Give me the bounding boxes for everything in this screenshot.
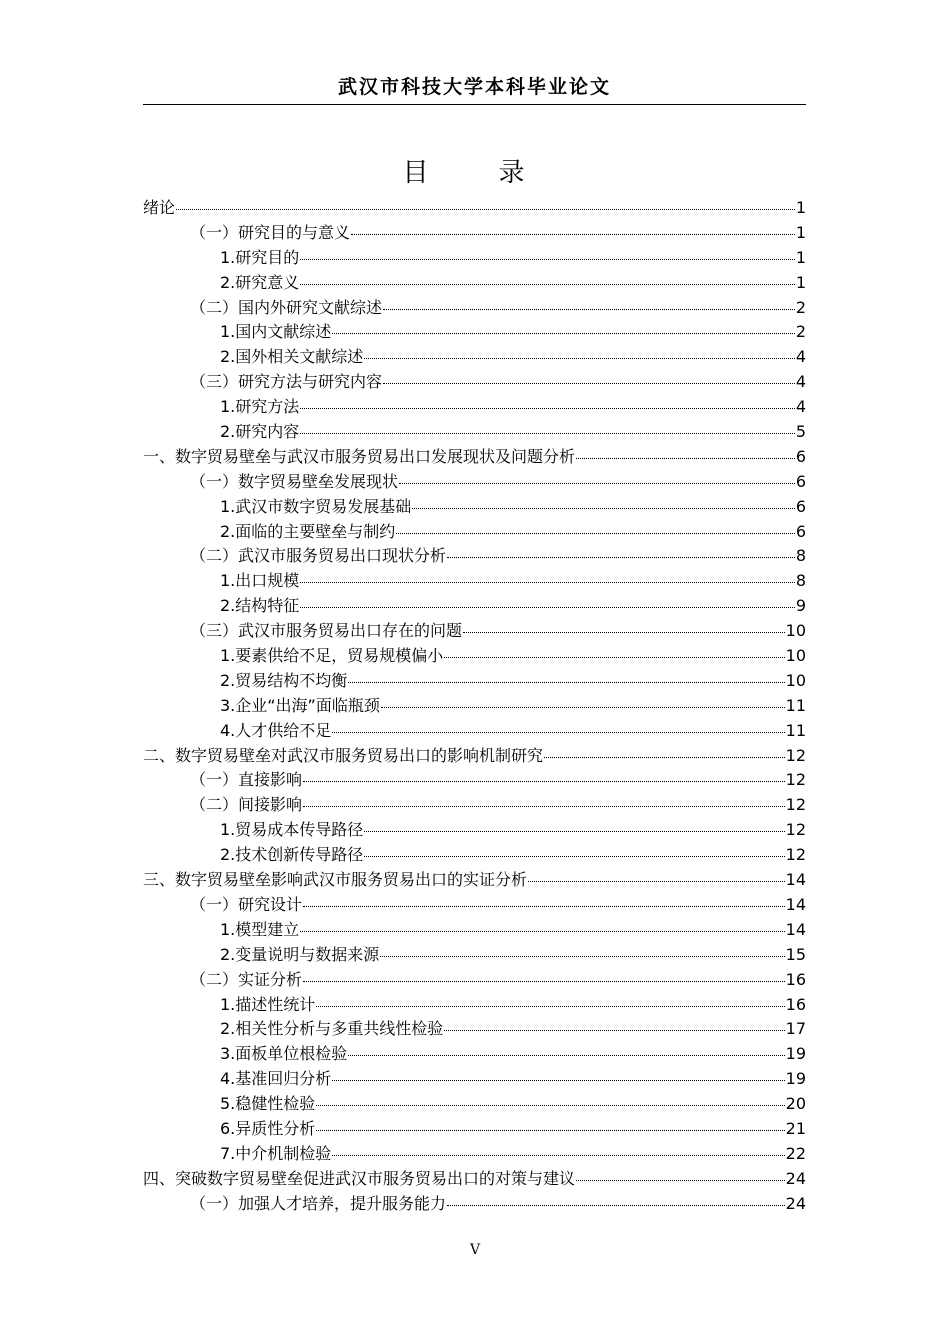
- toc-entry[interactable]: [143, 694, 806, 719]
- toc-entry[interactable]: [143, 445, 806, 470]
- toc-entry-title: （三）研究方法与研究内容: [190, 372, 383, 392]
- toc-dot-leader: [396, 533, 795, 534]
- toc-entry-title: （一）直接影响: [190, 770, 303, 790]
- toc-entry-page: 10: [785, 670, 806, 690]
- toc-entry-page: 6: [795, 471, 806, 491]
- toc-entry-page: 10: [785, 621, 806, 641]
- toc-entry-title: 四、突破数字贸易壁垒促进武汉市服务贸易出口的对策与建议: [143, 1168, 576, 1188]
- toc-entry-page: 1: [795, 272, 806, 292]
- toc-entry-title: 三、数字贸易壁垒影响武汉市服务贸易出口的实证分析: [143, 870, 528, 890]
- toc-entry-title: 2.面临的主要壁垒与制约: [220, 521, 396, 541]
- toc-dot-leader: [364, 358, 795, 359]
- toc-entry-title: 绪论: [143, 198, 176, 217]
- toc-dot-leader: [412, 508, 795, 509]
- toc-dot-leader: [348, 682, 784, 683]
- toc-entry[interactable]: [143, 619, 806, 644]
- toc-dot-leader: [332, 1155, 784, 1156]
- toc-entry-title: 1.武汉市数字贸易发展基础: [220, 496, 412, 516]
- toc-entry-title: （二）武汉市服务贸易出口现状分析: [190, 546, 447, 566]
- table-of-contents: [143, 196, 806, 1217]
- toc-dot-leader: [381, 707, 785, 708]
- toc-entry[interactable]: [143, 271, 806, 296]
- toc-entry-page: 12: [785, 820, 806, 840]
- toc-dot-leader: [303, 981, 785, 982]
- toc-entry-page: 11: [785, 720, 806, 740]
- toc-entry[interactable]: [143, 470, 806, 495]
- toc-entry[interactable]: [143, 1117, 806, 1142]
- toc-entry[interactable]: [143, 1167, 806, 1192]
- toc-entry-title: 2.技术创新传导路径: [220, 845, 364, 865]
- toc-entry[interactable]: [143, 744, 806, 769]
- toc-dot-leader: [399, 483, 795, 484]
- toc-entry-page: 19: [785, 1044, 806, 1064]
- toc-entry[interactable]: [143, 1192, 806, 1217]
- toc-entry-page: 6: [795, 521, 806, 541]
- toc-entry-page: 24: [785, 1168, 806, 1188]
- toc-entry-title: 2.研究意义: [220, 272, 300, 292]
- toc-entry-page: 14: [785, 894, 806, 914]
- toc-entry-title: （二）实证分析: [190, 969, 303, 989]
- toc-entry-page: 21: [785, 1118, 806, 1138]
- toc-dot-leader: [447, 1205, 785, 1206]
- toc-dot-leader: [300, 408, 795, 409]
- toc-entry-page: 14: [785, 870, 806, 890]
- toc-entry-title: 7.中介机制检验: [220, 1143, 332, 1163]
- toc-entry[interactable]: [143, 370, 806, 395]
- toc-entry[interactable]: [143, 644, 806, 669]
- toc-entry[interactable]: [143, 968, 806, 993]
- page-number: V: [469, 1242, 481, 1258]
- toc-dot-leader: [364, 856, 784, 857]
- toc-dot-leader: [351, 234, 795, 235]
- toc-entry-page: 12: [785, 845, 806, 865]
- toc-entry-title: 1.研究目的: [220, 247, 300, 267]
- toc-entry-page: 16: [785, 994, 806, 1014]
- toc-dot-leader: [176, 209, 795, 210]
- toc-entry-title: （一）研究目的与意义: [190, 222, 351, 242]
- toc-entry-page: 8: [795, 546, 806, 566]
- toc-entry-page: 2: [795, 297, 806, 317]
- toc-entry-page: 4: [795, 347, 806, 367]
- toc-dot-leader: [332, 732, 784, 733]
- toc-dot-leader: [303, 906, 785, 907]
- toc-entry[interactable]: [143, 843, 806, 868]
- toc-entry[interactable]: [143, 669, 806, 694]
- toc-entry[interactable]: [143, 1067, 806, 1092]
- toc-entry-title: （二）国内外研究文献综述: [190, 297, 383, 317]
- toc-entry-page: 12: [785, 745, 806, 765]
- toc-entry-title: 1.贸易成本传导路径: [220, 820, 364, 840]
- toc-entry-page: 4: [795, 397, 806, 417]
- toc-entry-title: 3.面板单位根检验: [220, 1044, 348, 1064]
- toc-dot-leader: [303, 806, 785, 807]
- toc-entry-title: 2.相关性分析与多重共线性检验: [220, 1019, 444, 1039]
- toc-entry[interactable]: [143, 520, 806, 545]
- toc-entry-title: 5.稳健性检验: [220, 1094, 316, 1114]
- toc-entry-title: 2.结构特征: [220, 596, 300, 616]
- toc-entry[interactable]: [143, 495, 806, 520]
- toc-dot-leader: [300, 582, 795, 583]
- toc-dot-leader: [444, 657, 784, 658]
- toc-entry[interactable]: [143, 943, 806, 968]
- toc-entry[interactable]: [143, 296, 806, 321]
- toc-entry-page: 6: [795, 496, 806, 516]
- toc-entry[interactable]: [143, 1092, 806, 1117]
- toc-entry[interactable]: [143, 345, 806, 370]
- toc-entry[interactable]: [143, 918, 806, 943]
- toc-entry-page: 24: [785, 1193, 806, 1213]
- toc-entry-page: 16: [785, 969, 806, 989]
- page-header: 武汉市科技大学本科毕业论文: [337, 76, 611, 98]
- toc-entry-title: 2.国外相关文献综述: [220, 347, 364, 367]
- toc-entry[interactable]: [143, 893, 806, 918]
- toc-dot-leader: [300, 931, 784, 932]
- toc-entry-page: 8: [795, 571, 806, 591]
- toc-entry-title: 3.企业“出海”面临瓶颈: [220, 695, 380, 715]
- toc-entry-page: 1: [795, 198, 806, 217]
- toc-entry-title: 6.异质性分析: [220, 1118, 316, 1138]
- toc-entry-page: 12: [785, 770, 806, 790]
- toc-dot-leader: [300, 284, 795, 285]
- toc-entry[interactable]: [143, 320, 806, 345]
- toc-entry[interactable]: [143, 1017, 806, 1042]
- toc-entry-page: 12: [785, 795, 806, 815]
- toc-entry-page: 9: [795, 596, 806, 616]
- toc-entry[interactable]: [143, 221, 806, 246]
- toc-dot-leader: [300, 259, 795, 260]
- toc-dot-leader: [332, 333, 795, 334]
- toc-entry-title: 4.人才供给不足: [220, 720, 332, 740]
- toc-dot-leader: [463, 632, 785, 633]
- toc-entry[interactable]: [143, 196, 806, 221]
- toc-entry-page: 14: [785, 919, 806, 939]
- toc-dot-leader: [383, 383, 795, 384]
- toc-entry[interactable]: [143, 719, 806, 744]
- toc-entry-title: 1.国内文献综述: [220, 322, 332, 342]
- toc-entry-title: 1.描述性统计: [220, 994, 316, 1014]
- toc-dot-leader: [528, 881, 785, 882]
- toc-entry-page: 5: [795, 422, 806, 442]
- toc-entry-title: 二、数字贸易壁垒对武汉市服务贸易出口的影响机制研究: [143, 745, 544, 765]
- toc-entry[interactable]: [143, 544, 806, 569]
- toc-entry[interactable]: [143, 594, 806, 619]
- toc-dot-leader: [447, 557, 795, 558]
- toc-entry-page: 11: [785, 695, 806, 715]
- toc-dot-leader: [544, 757, 785, 758]
- toc-entry[interactable]: [143, 569, 806, 594]
- toc-dot-leader: [364, 831, 784, 832]
- toc-entry-page: 4: [795, 372, 806, 392]
- toc-dot-leader: [348, 1055, 784, 1056]
- toc-entry[interactable]: [143, 395, 806, 420]
- toc-entry-page: 19: [785, 1069, 806, 1089]
- toc-entry-title: 2.贸易结构不均衡: [220, 670, 348, 690]
- toc-entry-page: 15: [785, 944, 806, 964]
- toc-dot-leader: [303, 781, 785, 782]
- toc-entry-page: 17: [785, 1019, 806, 1039]
- toc-entry-title: （三）武汉市服务贸易出口存在的问题: [190, 621, 463, 641]
- toc-entry-title: （一）数字贸易壁垒发展现状: [190, 471, 399, 491]
- toc-title: 目 录: [402, 158, 547, 188]
- header-divider: [143, 104, 806, 105]
- toc-dot-leader: [300, 607, 795, 608]
- toc-entry-page: 1: [795, 247, 806, 267]
- toc-entry-page: 10: [785, 646, 806, 666]
- toc-dot-leader: [316, 1105, 784, 1106]
- toc-entry-title: 2.变量说明与数据来源: [220, 944, 380, 964]
- toc-entry-title: （一）加强人才培养，提升服务能力: [190, 1193, 447, 1213]
- toc-entry[interactable]: [143, 1042, 806, 1067]
- toc-entry-title: 1.模型建立: [220, 919, 300, 939]
- toc-entry-page: 1: [795, 222, 806, 242]
- toc-dot-leader: [332, 1080, 784, 1081]
- toc-entry-title: 一、数字贸易壁垒与武汉市服务贸易出口发展现状及问题分析: [143, 446, 576, 466]
- toc-dot-leader: [316, 1130, 784, 1131]
- toc-entry[interactable]: [143, 246, 806, 271]
- toc-dot-leader: [316, 1006, 784, 1007]
- toc-entry-title: （二）间接影响: [190, 795, 303, 815]
- toc-entry-page: 2: [795, 322, 806, 342]
- toc-entry[interactable]: [143, 768, 806, 793]
- toc-entry-title: 1.出口规模: [220, 571, 300, 591]
- toc-entry-title: 4.基准回归分析: [220, 1069, 332, 1089]
- toc-dot-leader: [576, 458, 795, 459]
- toc-entry-title: 2.研究内容: [220, 422, 300, 442]
- toc-entry-page: 6: [795, 446, 806, 466]
- toc-entry-page: 20: [785, 1094, 806, 1114]
- toc-entry[interactable]: [143, 868, 806, 893]
- toc-dot-leader: [576, 1180, 785, 1181]
- toc-entry[interactable]: [143, 818, 806, 843]
- toc-entry-title: 1.要素供给不足，贸易规模偏小: [220, 646, 444, 666]
- toc-entry[interactable]: [143, 420, 806, 445]
- toc-entry[interactable]: [143, 793, 806, 818]
- toc-dot-leader: [383, 309, 795, 310]
- toc-entry[interactable]: [143, 993, 806, 1018]
- toc-entry-title: 1.研究方法: [220, 397, 300, 417]
- toc-dot-leader: [444, 1030, 784, 1031]
- toc-dot-leader: [300, 433, 795, 434]
- toc-entry-page: 22: [785, 1143, 806, 1163]
- toc-entry-title: （一）研究设计: [190, 894, 303, 914]
- toc-dot-leader: [380, 956, 784, 957]
- toc-entry[interactable]: [143, 1142, 806, 1167]
